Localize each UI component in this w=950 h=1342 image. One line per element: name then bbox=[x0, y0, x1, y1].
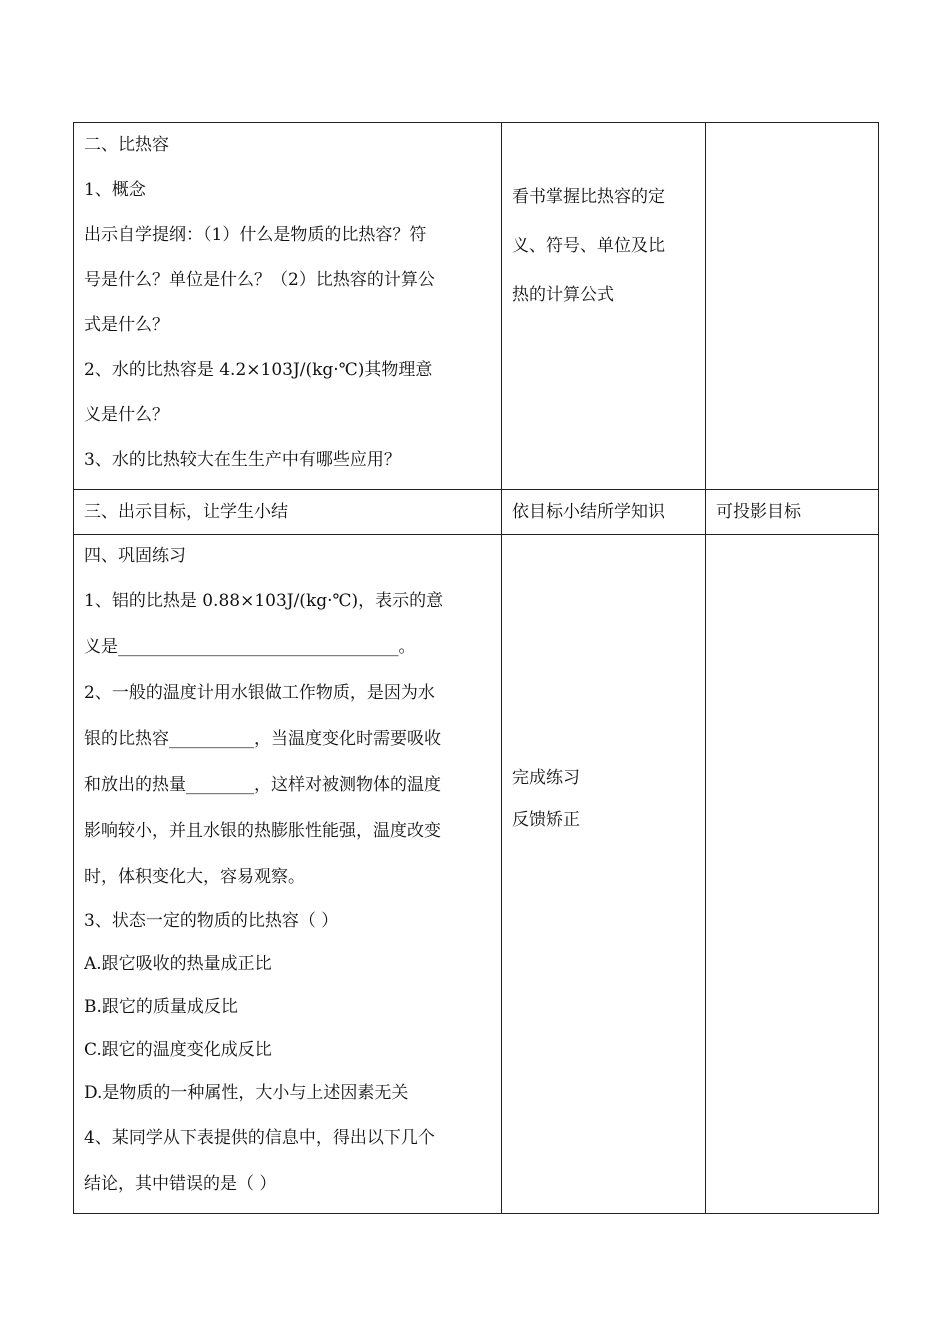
text-line: 依目标小结所学知识 bbox=[512, 502, 665, 522]
table-row bbox=[74, 490, 879, 535]
text-line: 银的比热容__________，当温度变化时需要吸收 bbox=[84, 729, 441, 749]
text-line: 和放出的热量________，这样对被测物体的温度 bbox=[84, 775, 441, 795]
table-row bbox=[74, 123, 879, 490]
text-line: 出示自学提纲：（1）什么是物质的比热容？符 bbox=[84, 225, 427, 245]
section-heading: 二、比热容 bbox=[84, 135, 169, 155]
text-line: 2、水的比热容是 4.2×103J/(kg·℃)其物理意 bbox=[84, 360, 433, 380]
text-line: 结论，其中错误的是（ ） bbox=[84, 1174, 277, 1194]
text-line: 热的计算公式 bbox=[512, 285, 614, 305]
option-line: D.是物质的一种属性，大小与上述因素无关 bbox=[84, 1083, 409, 1103]
text-line: 看书掌握比热容的定 bbox=[512, 187, 665, 207]
text-line: 2、一般的温度计用水银做工作物质，是因为水 bbox=[84, 683, 435, 703]
option-line: C.跟它的温度变化成反比 bbox=[84, 1040, 272, 1060]
text-line: 完成练习 bbox=[512, 768, 580, 788]
student-activity-cell bbox=[502, 535, 706, 1214]
text-line: 3、状态一定的物质的比热容（ ） bbox=[84, 911, 339, 931]
text-line: 号是什么？单位是什么？（2）比热容的计算公 bbox=[84, 270, 435, 290]
text-line: 义是什么？ bbox=[84, 405, 169, 425]
text-line: 时，体积变化大，容易观察。 bbox=[84, 867, 305, 887]
text-line: 1、概念 bbox=[84, 180, 146, 200]
student-activity-cell bbox=[502, 123, 706, 490]
text-line: 4、某同学从下表提供的信息中，得出以下几个 bbox=[84, 1128, 435, 1148]
text-line: 反馈矫正 bbox=[512, 810, 580, 830]
student-activity-cell bbox=[502, 490, 706, 535]
section-heading: 四、巩固练习 bbox=[84, 546, 186, 566]
text-line: 义是_________________________________。 bbox=[84, 637, 416, 657]
note-cell bbox=[706, 490, 879, 535]
table-row bbox=[74, 535, 879, 1214]
teacher-activity-cell bbox=[74, 535, 502, 1214]
text-line: 可投影目标 bbox=[716, 502, 801, 522]
text-line: 3、水的比热较大在生生产中有哪些应用？ bbox=[84, 450, 401, 470]
note-cell bbox=[706, 535, 879, 1214]
option-line: A.跟它吸收的热量成正比 bbox=[84, 954, 272, 974]
text-line: 1、铝的比热是 0.88×103J/(kg·℃)，表示的意 bbox=[84, 591, 444, 611]
lesson-plan-table bbox=[73, 122, 879, 1214]
option-line: B.跟它的质量成反比 bbox=[84, 997, 238, 1017]
section-heading: 三、出示目标，让学生小结 bbox=[84, 502, 288, 522]
text-line: 式是什么？ bbox=[84, 315, 169, 335]
note-cell bbox=[706, 123, 879, 490]
text-line: 义、符号、单位及比 bbox=[512, 236, 665, 256]
teacher-activity-cell bbox=[74, 123, 502, 490]
teacher-activity-cell bbox=[74, 490, 502, 535]
text-line: 影响较小，并且水银的热膨胀性能强，温度改变 bbox=[84, 821, 441, 841]
